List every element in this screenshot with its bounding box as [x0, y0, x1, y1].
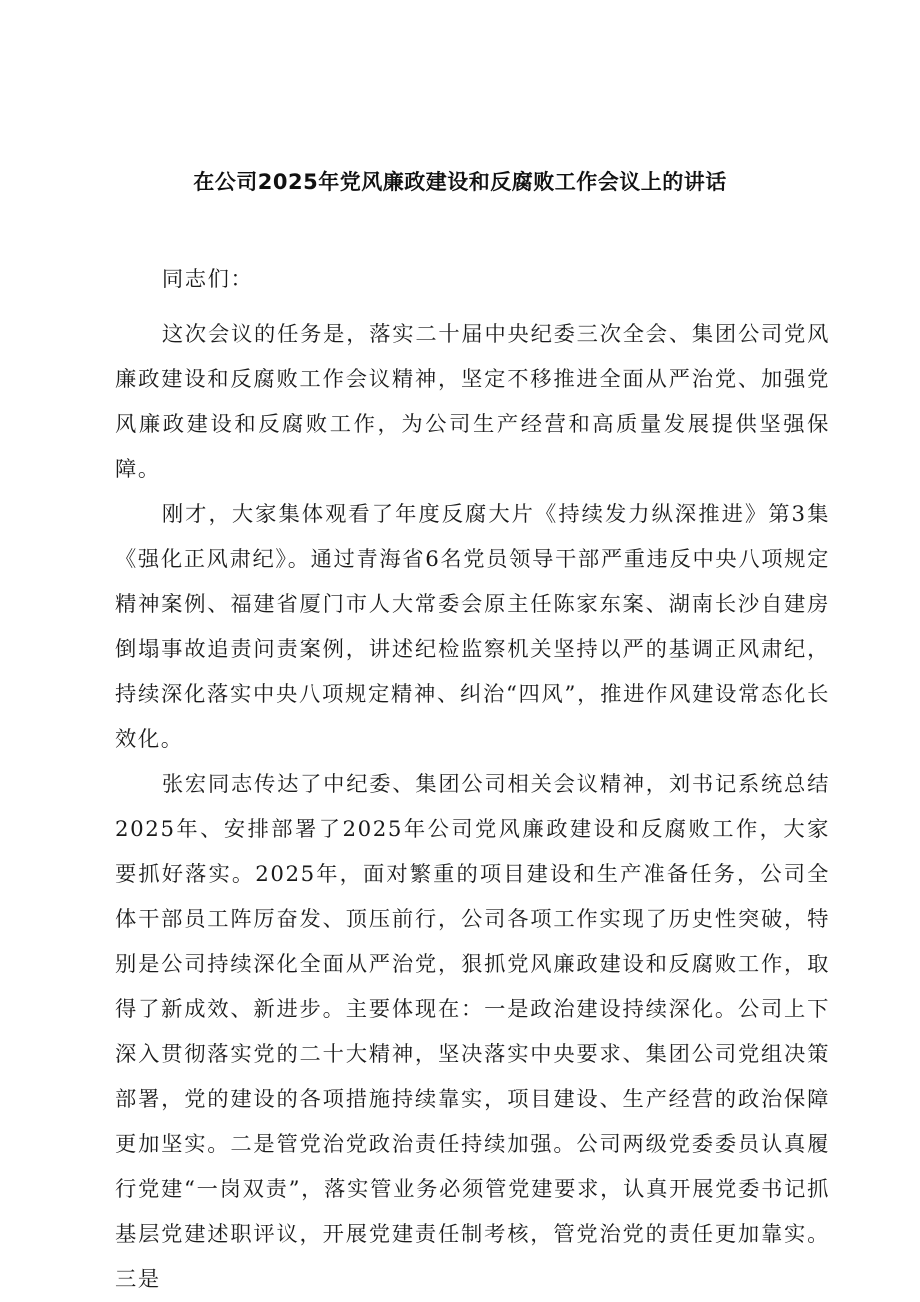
paragraph-1: 这次会议的任务是，落实二十届中央纪委三次全会、集团公司党风廉政建设和反腐败工作会议精神，坚定不移推进全面从严治党、加强党风廉政建设和反腐败工作，为公司生产经营和高质量发展提供坚强保障。 [115, 322, 830, 482]
paragraph-2: 刚才，大家集体观看了年度反腐大片《持续发力纵深推进》第3集《强化正风肃纪》。通过青海省6名党员领导干部严重违反中央八项规定精神案例、福建省厦门市人大常委会原主任陈家东案、湖南长沙自建房倒塌事故追责问责案例，讲述纪检监察机关坚持以严的基调正风肃纪，持续深化落实中央八项规定精神、纠治“四风”，推进作风建设常态化长效化。 [115, 502, 830, 752]
document-title: 在公司2025年党风廉政建设和反腐败工作会议上的讲话 [193, 170, 727, 194]
document-body [115, 257, 830, 1302]
paragraph-3: 张宏同志传达了中纪委、集团公司相关会议精神，刘书记系统总结2025年、安排部署了2025年公司党风廉政建设和反腐败工作，大家要抓好落实。2025年，面对繁重的项目建设和生产准备任务，公司全体干部员工阵厉奋发、顶压前行，公司各项工作实现了历史性突破，特别是公司持续深化全面从严治党，狠抓党风廉政建设和反腐败工作，取得了新成效、新进步。主要体现在：一是政治建设持续深化。公司上下深入贯彻落实党的二十大精神，坚决落实中央要求、集团公司党组决策部署，党的建设的各项措施持续靠实，项目建设、生产经营的政治保障更加坚实。二是管党治党政治责任持续加强。公司两级党委委员认真履行党建“一岗双责”，落实管业务必须管党建要求，认真开展党委书记抓基层党建述职评议，开展党建责任制考核，管党治党的责任更加靠实。三是 [115, 772, 830, 1292]
salutation: 同志们： [161, 267, 254, 292]
